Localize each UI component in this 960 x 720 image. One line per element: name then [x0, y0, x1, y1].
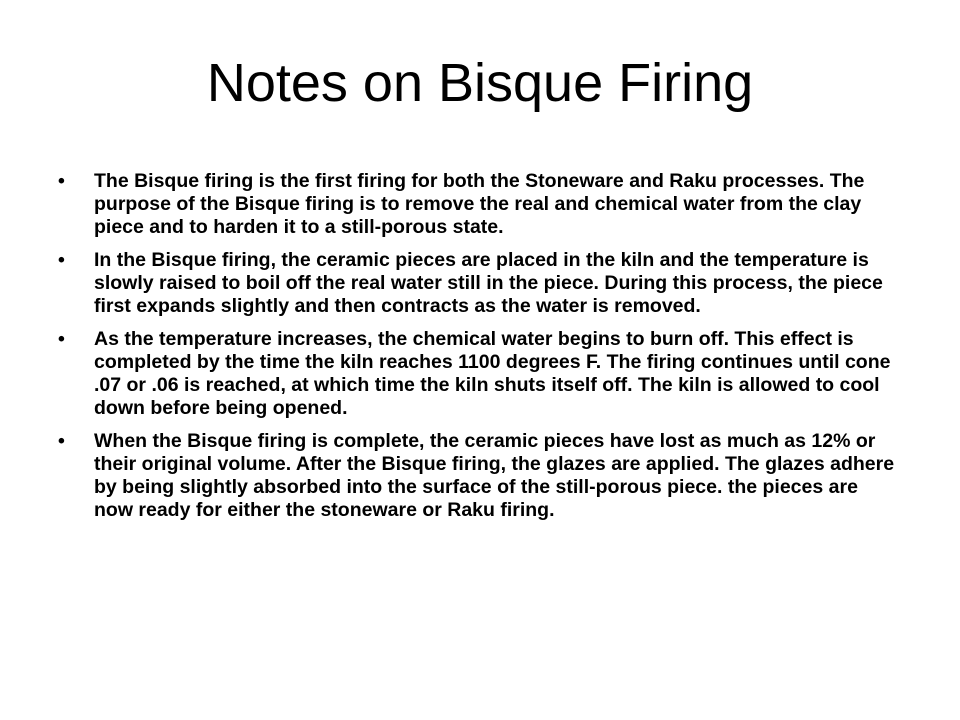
bullet-text: When the Bisque firing is complete, the ceramic pieces have lost as much as 12% or their original volume. After the Bisque firing, the glazes are applied. The glazes adhere by being slightly absorbed into the surface of the still-porous piece. the pieces are now ready for either the stoneware or Raku firing. [94, 430, 895, 521]
bullet-icon: • [58, 249, 65, 271]
bullet-icon: • [58, 170, 65, 192]
bullet-icon: • [58, 328, 65, 350]
slide-title: Notes on Bisque Firing [206, 53, 754, 113]
bullet-icon: • [58, 430, 65, 452]
bullet-item [58, 328, 898, 420]
bullet-item [58, 430, 898, 522]
bullet-text: The Bisque firing is the first firing for both the Stoneware and Raku processes. The purpose of the Bisque firing is to remove the real and chemical water from the clay piece and to harden it to a still-porous state. [94, 170, 865, 238]
bullet-text: As the temperature increases, the chemical water begins to burn off. This effect is completed by the time the kiln reaches 1100 degrees F. The firing continues until cone .07 or .06 is reached, at which time the kiln shuts itself off. The kiln is allowed to cool down before being opened. [94, 328, 891, 419]
bullet-item [58, 170, 898, 239]
bullet-list [58, 170, 898, 532]
bullet-item [58, 249, 898, 318]
bullet-text: In the Bisque firing, the ceramic pieces are placed in the kiln and the temperature is slowly raised to boil off the real water still in the piece. During this process, the piece first expands slightly and then contracts as the water is removed. [94, 249, 883, 317]
